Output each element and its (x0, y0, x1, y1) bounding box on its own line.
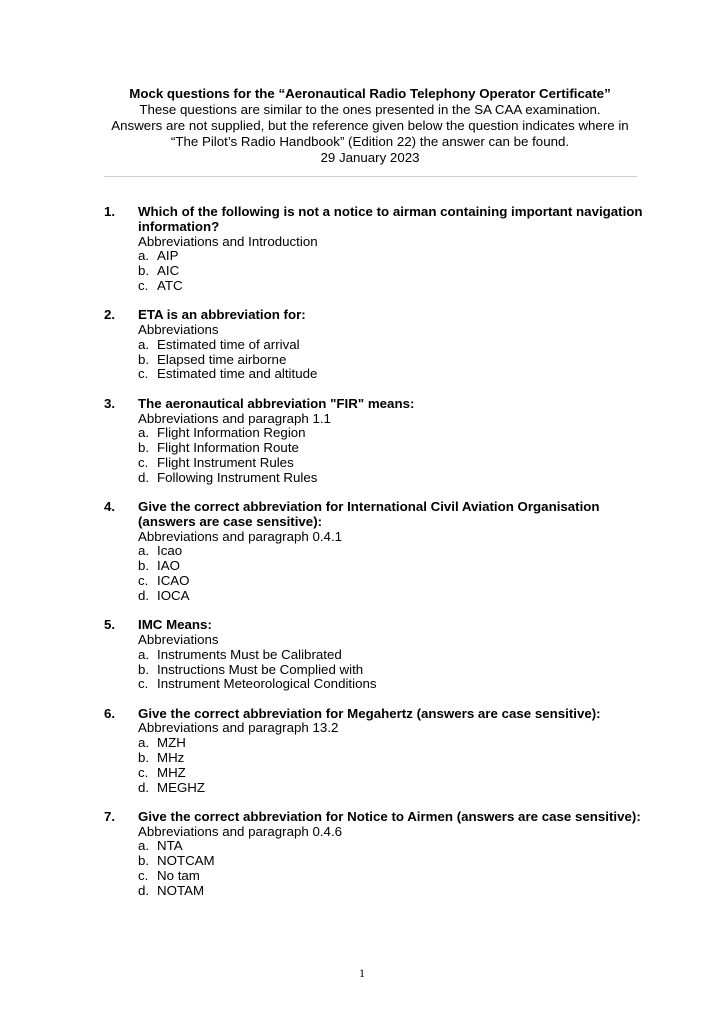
option-letter: a. (138, 543, 150, 559)
answer-option (138, 869, 644, 884)
option-text: AIP (157, 248, 179, 264)
option-letter: c. (138, 454, 149, 470)
question-text: IMC Means: (138, 617, 212, 633)
question-reference: Abbreviations and paragraph 1.1 (138, 410, 331, 426)
option-text: Estimated time of arrival (157, 336, 300, 352)
question-number: 1. (104, 204, 116, 219)
question-number: 4. (104, 499, 116, 515)
question-reference: Abbreviations and Introduction (138, 233, 318, 249)
question-text: The aeronautical abbreviation "FIR" means: (138, 395, 415, 411)
answer-option (138, 353, 644, 368)
answer-option (138, 589, 644, 604)
answer-option (138, 441, 644, 456)
option-text: Flight Instrument Rules (157, 454, 294, 470)
option-letter: d. (138, 587, 150, 603)
question-reference: Abbreviations and paragraph 0.4.1 (138, 528, 343, 544)
option-text: IAO (157, 558, 180, 574)
question-item (104, 397, 644, 486)
answer-option (138, 736, 644, 751)
question-item (104, 500, 644, 604)
header-reference-note: Answers are not supplied, but the reference given below the question indicates where in “The Pilot’s Radio Handbook” (Edition 22) the answer can be found. (111, 118, 629, 149)
option-text: ATC (157, 277, 183, 293)
answer-option (138, 338, 644, 353)
answer-option (138, 751, 644, 766)
document-header (100, 86, 640, 166)
option-letter: d. (138, 882, 150, 898)
document-title: Mock questions for the “Aeronautical Radio Telephony Operator Certificate” (129, 86, 611, 101)
option-text: AIC (157, 263, 180, 279)
question-text: ETA is an abbreviation for: (138, 307, 306, 323)
answer-option (138, 648, 644, 663)
question-number: 6. (104, 705, 116, 721)
question-text: Give the correct abbreviation for Megahertz (answers are case sensitive): (138, 705, 601, 721)
question-text: Give the correct abbreviation for International Civil Aviation Organisation (answers are case sensitive): (138, 499, 600, 529)
answer-option (138, 884, 644, 899)
answer-options (138, 839, 644, 898)
question-number: 5. (104, 617, 116, 633)
question-item (104, 707, 644, 796)
answer-option (138, 426, 644, 441)
question-text: Which of the following is not a notice to airman containing important navigation information? (138, 204, 643, 234)
option-text: Icao (157, 543, 183, 559)
answer-option (138, 249, 644, 264)
option-letter: d. (138, 469, 150, 485)
option-letter: b. (138, 351, 150, 367)
option-letter: c. (138, 764, 149, 780)
option-text: Flight Information Route (157, 440, 299, 456)
option-text: Instructions Must be Complied with (157, 661, 364, 677)
option-text: IOCA (157, 587, 190, 603)
answer-options (138, 338, 644, 382)
header-intro-line: These questions are similar to the ones presented in the SA CAA examination. (139, 102, 601, 117)
question-number: 3. (104, 395, 116, 411)
option-text: MHZ (157, 764, 186, 780)
question-item (104, 810, 644, 899)
question-item (104, 308, 644, 382)
answer-option (138, 854, 644, 869)
answer-option (138, 264, 644, 279)
option-text: Following Instrument Rules (157, 469, 318, 485)
answer-option (138, 839, 644, 854)
question-list (104, 205, 644, 913)
option-letter: c. (138, 676, 149, 692)
answer-option (138, 663, 644, 678)
option-text: Instruments Must be Calibrated (157, 646, 342, 662)
answer-options (138, 736, 644, 795)
option-text: No tam (157, 868, 200, 884)
document-date: 29 January 2023 (320, 150, 420, 165)
option-letter: c. (138, 366, 149, 382)
header-divider (104, 176, 637, 177)
option-letter: c. (138, 573, 149, 589)
option-text: MZH (157, 735, 186, 751)
option-letter: c. (138, 868, 149, 884)
option-text: NTA (157, 838, 183, 854)
answer-option (138, 559, 644, 574)
question-text: Give the correct abbreviation for Notice to Airmen (answers are case sensitive): (138, 808, 641, 824)
option-text: NOTAM (157, 882, 205, 898)
answer-option (138, 574, 644, 589)
answer-option (138, 367, 644, 382)
option-letter: b. (138, 853, 150, 869)
answer-options (138, 544, 644, 603)
option-letter: d. (138, 779, 150, 795)
question-number: 7. (104, 808, 116, 824)
answer-option (138, 766, 644, 781)
option-letter: b. (138, 558, 150, 574)
answer-option (138, 544, 644, 559)
answer-options (138, 648, 644, 692)
option-letter: a. (138, 646, 150, 662)
option-text: Elapsed time airborne (157, 351, 287, 367)
option-text: MHz (157, 750, 185, 765)
answer-option (138, 781, 644, 796)
option-text: MEGHZ (157, 779, 206, 795)
answer-options (138, 249, 644, 293)
option-letter: a. (138, 425, 150, 441)
option-letter: c. (138, 277, 149, 293)
answer-option (138, 279, 644, 294)
answer-option (138, 471, 644, 486)
answer-option (138, 677, 644, 692)
option-letter: b. (138, 440, 150, 456)
answer-options (138, 426, 644, 485)
option-letter: a. (138, 838, 150, 854)
option-text: Instrument Meteorological Conditions (157, 676, 377, 692)
option-letter: b. (138, 750, 150, 765)
option-letter: b. (138, 661, 150, 677)
question-number: 2. (104, 307, 116, 323)
option-letter: a. (138, 735, 150, 751)
option-text: NOTCAM (157, 853, 215, 869)
option-text: ICAO (157, 573, 190, 589)
option-text: Flight Information Region (157, 425, 306, 441)
question-reference: Abbreviations and paragraph 0.4.6 (138, 823, 343, 839)
option-letter: a. (138, 336, 150, 352)
question-reference: Abbreviations (138, 631, 219, 647)
question-reference: Abbreviations (138, 322, 219, 338)
option-letter: b. (138, 263, 150, 279)
option-text: Estimated time and altitude (157, 366, 318, 382)
question-item (104, 618, 644, 692)
answer-option (138, 456, 644, 471)
option-letter: a. (138, 248, 150, 264)
question-item (104, 205, 644, 294)
question-reference: Abbreviations and paragraph 13.2 (138, 720, 339, 736)
page-number: 1 (359, 966, 365, 980)
